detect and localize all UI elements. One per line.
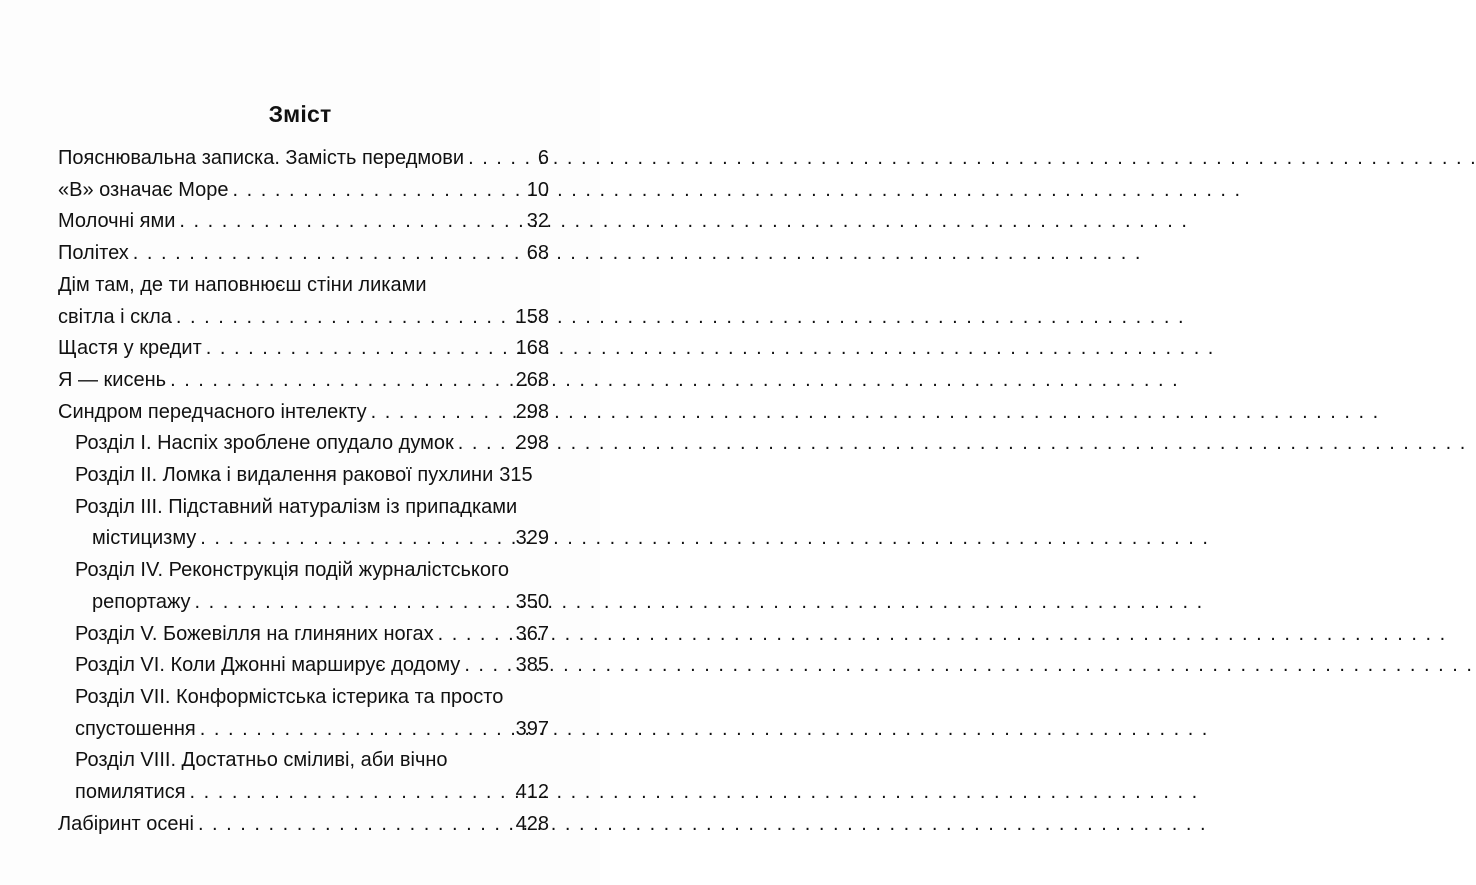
toc-subentry[interactable] [75, 650, 549, 682]
page-title: Зміст [268, 101, 332, 127]
toc-entry-title: Розділ ІІ. Ломка і видалення ракової пухлини [75, 464, 494, 487]
table-of-contents [58, 143, 549, 840]
dot-leader [371, 397, 512, 429]
book-page [0, 0, 600, 885]
toc-page-number: 68 [526, 242, 549, 265]
toc-page-number: 329 [515, 527, 549, 550]
toc-page-number: 6 [537, 147, 549, 169]
toc-entry-title: Синдром передчасного інтелекту [58, 400, 367, 423]
toc-page-number: 32 [526, 210, 549, 233]
toc-subentry[interactable] [75, 492, 549, 555]
toc-entry-title: репортажу [92, 590, 191, 613]
toc-entry[interactable] [58, 270, 549, 333]
toc-subentry[interactable] [75, 428, 549, 460]
toc-entry-title-line1: Розділ ІІІ. Підставний натуралізм із припадками [75, 495, 518, 518]
toc-entry-title: Розділ VI. Коли Джонні марширує додому [75, 654, 461, 677]
toc-page-number: 412 [515, 781, 549, 804]
toc-entry-title-line1: Розділ IV. Реконструкція подій журналістського [75, 559, 509, 582]
dot-leader [438, 619, 512, 651]
dot-leader [179, 206, 522, 238]
toc-entry-title: помилятися [75, 781, 186, 804]
dot-leader [190, 777, 512, 809]
toc-entry-title: світла і скла [58, 305, 172, 328]
toc-entry[interactable] [58, 238, 549, 270]
toc-entry-title: Я — кисень [58, 368, 167, 391]
toc-entry-title: Щастя у кредит [58, 337, 202, 360]
toc-entry-title-line1: Дім там, де ти наповнюєш стіни ликами [58, 273, 427, 296]
toc-entry-title: Політех [58, 242, 129, 265]
toc-entry[interactable] [58, 333, 549, 365]
dot-leader [200, 523, 511, 555]
toc-page-number: 367 [515, 622, 549, 645]
dot-leader [206, 333, 512, 365]
toc-subentry[interactable] [75, 745, 549, 808]
dot-leader [464, 650, 511, 682]
toc-page-number: 385 [515, 654, 549, 677]
toc-page-number: 298 [515, 432, 549, 455]
toc-entry-title-line1: Розділ VIII. Достатньо сміливі, аби вічно [75, 749, 448, 772]
toc-page-number: 315 [499, 464, 533, 487]
toc-entry[interactable] [58, 175, 549, 207]
dot-leader [176, 302, 512, 334]
dot-leader [170, 365, 512, 397]
toc-entry[interactable] [58, 143, 549, 175]
toc-page-number: 350 [515, 590, 549, 613]
toc-entry-title: містицизму [92, 527, 197, 550]
toc-subentry[interactable] [75, 619, 549, 651]
toc-entry-title: спустошення [75, 717, 196, 740]
toc-entry[interactable] [58, 809, 549, 841]
toc-entry[interactable] [58, 206, 549, 238]
toc-page-number: 298 [515, 400, 549, 423]
toc-entry[interactable] [58, 365, 549, 397]
toc-subentry[interactable] [75, 555, 549, 618]
dot-leader [200, 714, 512, 746]
toc-page-number: 268 [515, 368, 549, 391]
toc-subentry[interactable] [75, 460, 549, 492]
toc-entry[interactable] [58, 397, 549, 429]
toc-subentry[interactable] [75, 682, 549, 745]
toc-entry-title: Розділ І. Наспіх зроблене опудало думок [75, 432, 454, 455]
toc-page-number: 428 [515, 812, 549, 835]
toc-entry-title: Пояснювальна записка. Замість передмови [58, 147, 465, 169]
toc-page-number: 158 [515, 305, 549, 328]
toc-entry-title: Розділ V. Божевілля на глиняних ногах [75, 622, 434, 645]
toc-entry-title: «В» означає Море [58, 178, 229, 201]
toc-page-number: 397 [515, 717, 549, 740]
dot-leader [195, 587, 512, 619]
dot-leader [133, 238, 523, 270]
toc-page-number: 168 [515, 337, 549, 360]
dot-leader [458, 428, 512, 460]
dot-leader [233, 175, 523, 207]
toc-entry-title: Молочні ями [58, 210, 176, 233]
toc-entry-title: Лабіринт осені [58, 812, 194, 835]
toc-entry-title-line1: Розділ VII. Конформістська істерика та просто [75, 685, 504, 708]
dot-leader [468, 143, 534, 175]
toc-page-number: 10 [526, 178, 549, 201]
dot-leader [198, 809, 512, 841]
